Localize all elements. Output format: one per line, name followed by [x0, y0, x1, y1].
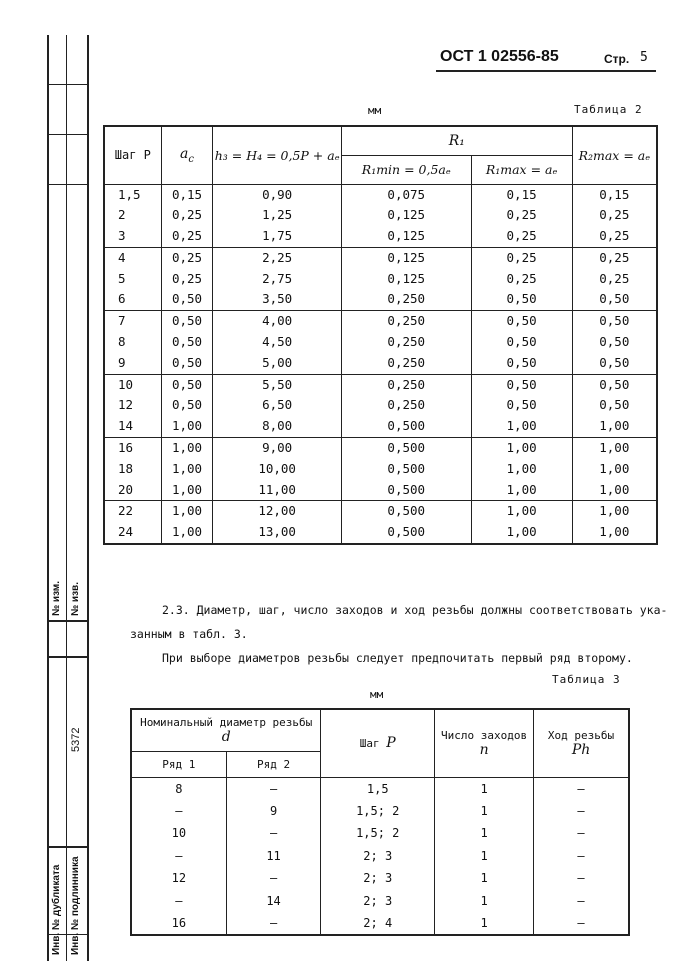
- table-cell: 0,50: [572, 332, 657, 353]
- margin-cell-divider: [47, 620, 87, 622]
- margin-cell-divider: [47, 134, 87, 135]
- th-r1: R₁: [341, 126, 572, 155]
- th3-nominal: Номинальный диаметр резьбы d: [131, 709, 321, 751]
- table-cell: 12: [131, 867, 226, 889]
- th-h: h₃ = H₄ = 0,5P + aₑ: [213, 126, 342, 184]
- table-cell: 0,500: [341, 438, 471, 459]
- table-cell: 0,50: [161, 311, 213, 332]
- table-cell: 0,500: [341, 459, 471, 480]
- table-cell: 6: [104, 289, 161, 310]
- table-row: [104, 395, 657, 416]
- table-cell: 0,50: [161, 353, 213, 374]
- table-cell: 1,00: [161, 501, 213, 522]
- stamp-notice-no: № изв.: [70, 582, 81, 616]
- table-cell: 0,25: [161, 247, 213, 268]
- table-cell: 0,500: [341, 501, 471, 522]
- table-cell: 0,25: [572, 269, 657, 290]
- table-cell: 14: [226, 890, 321, 912]
- table-cell: 1,00: [471, 501, 572, 522]
- table-cell: 1: [435, 890, 534, 912]
- table-cell: 5,50: [213, 374, 342, 395]
- margin-line-mid: [66, 35, 67, 961]
- table-cell: 12: [104, 395, 161, 416]
- table-cell: 3: [104, 226, 161, 247]
- table-row: [131, 845, 629, 867]
- table3: [130, 708, 630, 936]
- table-cell: 9,00: [213, 438, 342, 459]
- table2: [103, 125, 658, 545]
- table-cell: 0,50: [572, 395, 657, 416]
- table-cell: 0,90: [213, 184, 342, 205]
- table-cell: 1,5: [104, 184, 161, 205]
- table-cell: –: [226, 822, 321, 844]
- table-cell: –: [226, 867, 321, 889]
- margin-cell-divider: [47, 184, 87, 185]
- table-cell: 13,00: [213, 522, 342, 544]
- table-cell: 4,50: [213, 332, 342, 353]
- th-ac: $a_c$: [161, 126, 213, 184]
- table-cell: 8,00: [213, 416, 342, 437]
- table-cell: 12,00: [213, 501, 342, 522]
- table-cell: 1,00: [161, 438, 213, 459]
- table-cell: 1,00: [572, 480, 657, 501]
- th3-lead: Ход резьбы Ph: [534, 709, 629, 777]
- table-cell: 1: [435, 777, 534, 800]
- stamp-change-no: № изм.: [51, 581, 62, 616]
- table-cell: 4: [104, 247, 161, 268]
- table2-unit: мм: [368, 104, 382, 117]
- table-row: [104, 374, 657, 395]
- table-cell: 0,250: [341, 332, 471, 353]
- table-cell: 2,25: [213, 247, 342, 268]
- table-cell: 1,00: [161, 416, 213, 437]
- th-r1max: R₁max = aₑ: [471, 155, 572, 184]
- table-cell: 1: [435, 912, 534, 935]
- table-cell: 1,00: [471, 522, 572, 544]
- clause-2-3-line1: 2.3. Диаметр, шаг, число заходов и ход резьбы должны соответствовать ука-: [162, 603, 668, 617]
- table-row: [104, 501, 657, 522]
- table-cell: 4,00: [213, 311, 342, 332]
- table-cell: 2; 3: [321, 890, 435, 912]
- table-row: [131, 890, 629, 912]
- table-cell: 0,125: [341, 226, 471, 247]
- table-cell: 0,50: [471, 353, 572, 374]
- table-cell: 0,50: [161, 332, 213, 353]
- table-cell: 0,25: [471, 269, 572, 290]
- table-cell: 1,5; 2: [321, 822, 435, 844]
- table-row: [104, 416, 657, 437]
- table-cell: –: [131, 845, 226, 867]
- doc-code-underline: [436, 70, 656, 72]
- table-row: [104, 459, 657, 480]
- table-cell: –: [534, 912, 629, 935]
- table-cell: 0,500: [341, 522, 471, 544]
- margin-line-inner: [87, 35, 89, 961]
- table-cell: 0,15: [161, 184, 213, 205]
- table-cell: 1: [435, 867, 534, 889]
- table-cell: 0,25: [161, 226, 213, 247]
- table-cell: 5: [104, 269, 161, 290]
- table-cell: 0,25: [572, 205, 657, 226]
- table-cell: 9: [226, 800, 321, 822]
- table-cell: 1,75: [213, 226, 342, 247]
- table2-caption: Таблица 2: [574, 103, 643, 116]
- table-cell: 0,15: [572, 184, 657, 205]
- table-row: [104, 289, 657, 310]
- stamp-inv-orig: Инв. № подлинника: [70, 856, 81, 955]
- table-cell: –: [534, 777, 629, 800]
- table-cell: 0,15: [471, 184, 572, 205]
- table-cell: 2; 3: [321, 845, 435, 867]
- table-cell: 0,50: [572, 311, 657, 332]
- table-cell: 1,00: [471, 480, 572, 501]
- table-cell: 0,50: [572, 374, 657, 395]
- document-code: ОСТ 1 02556-85: [440, 48, 559, 65]
- table-cell: 14: [104, 416, 161, 437]
- table-cell: 1,00: [161, 459, 213, 480]
- table-row: [104, 311, 657, 332]
- table-cell: 5,00: [213, 353, 342, 374]
- table-cell: –: [226, 912, 321, 935]
- table-cell: 1,00: [572, 459, 657, 480]
- clause-preference: При выборе диаметров резьбы следует предпочитать первый ряд второму.: [162, 651, 633, 665]
- table-cell: –: [534, 867, 629, 889]
- table-cell: 1: [435, 845, 534, 867]
- table-cell: 0,50: [471, 395, 572, 416]
- table-cell: 0,500: [341, 416, 471, 437]
- table-cell: 1: [435, 800, 534, 822]
- table-cell: 6,50: [213, 395, 342, 416]
- table-cell: –: [534, 845, 629, 867]
- table-cell: 11,00: [213, 480, 342, 501]
- table-cell: 10: [104, 374, 161, 395]
- table3-body: [131, 777, 629, 935]
- table-cell: 0,25: [471, 205, 572, 226]
- table-cell: 16: [104, 438, 161, 459]
- table-row: [104, 332, 657, 353]
- table-cell: –: [131, 800, 226, 822]
- th3-row2: Ряд 2: [226, 751, 321, 777]
- table-cell: 2,75: [213, 269, 342, 290]
- table-cell: 0,50: [161, 374, 213, 395]
- table-cell: 0,50: [471, 332, 572, 353]
- table-cell: 0,125: [341, 269, 471, 290]
- table-cell: 18: [104, 459, 161, 480]
- table-cell: 0,50: [471, 311, 572, 332]
- table-cell: 22: [104, 501, 161, 522]
- th-pitch: Шаг P: [104, 126, 161, 184]
- table-cell: 0,50: [471, 374, 572, 395]
- table-cell: 10,00: [213, 459, 342, 480]
- table-row: [104, 353, 657, 374]
- table-cell: 10: [131, 822, 226, 844]
- table-cell: –: [226, 777, 321, 800]
- table-cell: 2; 3: [321, 867, 435, 889]
- margin-line-outer: [47, 35, 49, 961]
- table-cell: 0,250: [341, 374, 471, 395]
- clause-2-3-line2: занным в табл. 3.: [130, 627, 248, 641]
- th3-pitch: Шаг P: [321, 709, 435, 777]
- table-cell: 1,25: [213, 205, 342, 226]
- th3-starts: Число заходов n: [435, 709, 534, 777]
- table-cell: 11: [226, 845, 321, 867]
- table-cell: 1,00: [471, 416, 572, 437]
- table-cell: 0,50: [161, 289, 213, 310]
- table-cell: 0,250: [341, 311, 471, 332]
- table-row: [104, 226, 657, 247]
- table-cell: 0,250: [341, 395, 471, 416]
- table-cell: 0,125: [341, 205, 471, 226]
- table-row: [104, 480, 657, 501]
- table-row: [131, 777, 629, 800]
- table-cell: 0,075: [341, 184, 471, 205]
- table-row: [131, 912, 629, 935]
- table-row: [104, 522, 657, 544]
- table-cell: 0,50: [161, 395, 213, 416]
- table-cell: 1,00: [572, 522, 657, 544]
- page-number: 5: [640, 50, 648, 65]
- th-r2max: R₂max = aₑ: [572, 126, 657, 184]
- table-cell: 0,25: [161, 205, 213, 226]
- table-cell: 9: [104, 353, 161, 374]
- table-cell: 0,125: [341, 247, 471, 268]
- table-row: [131, 867, 629, 889]
- table3-caption: Таблица 3: [552, 673, 621, 686]
- table-cell: –: [534, 890, 629, 912]
- table-cell: 1,00: [161, 522, 213, 544]
- table3-unit: мм: [370, 688, 384, 701]
- table-cell: 1: [435, 822, 534, 844]
- table-row: [131, 800, 629, 822]
- table-cell: 1,5; 2: [321, 800, 435, 822]
- table-cell: 0,25: [471, 226, 572, 247]
- table2-body: [104, 184, 657, 544]
- table-cell: 20: [104, 480, 161, 501]
- table-cell: 16: [131, 912, 226, 935]
- table-row: [131, 822, 629, 844]
- table-cell: 0,50: [471, 289, 572, 310]
- table-cell: 1,00: [471, 459, 572, 480]
- table-cell: 2; 4: [321, 912, 435, 935]
- table-cell: 0,50: [572, 289, 657, 310]
- table-row: [104, 205, 657, 226]
- table-cell: 1,00: [161, 480, 213, 501]
- table-cell: 0,25: [471, 247, 572, 268]
- table-cell: –: [131, 890, 226, 912]
- th3-row1: Ряд 1: [131, 751, 226, 777]
- stamp-inventory-value: 5372: [70, 727, 82, 752]
- page-label: Стр.: [604, 52, 630, 66]
- th-r1min: R₁min = 0,5aₑ: [341, 155, 471, 184]
- margin-cell-divider: [47, 656, 87, 658]
- table-cell: 0,25: [572, 226, 657, 247]
- table-cell: 1,5: [321, 777, 435, 800]
- table-cell: 1,00: [572, 416, 657, 437]
- table-cell: 0,250: [341, 353, 471, 374]
- table-cell: –: [534, 800, 629, 822]
- table-cell: 7: [104, 311, 161, 332]
- table-cell: 8: [131, 777, 226, 800]
- table-cell: 3,50: [213, 289, 342, 310]
- table-row: [104, 247, 657, 268]
- table-cell: 2: [104, 205, 161, 226]
- margin-cell-divider: [47, 846, 87, 848]
- table-row: [104, 269, 657, 290]
- table-cell: 0,250: [341, 289, 471, 310]
- table-cell: 1,00: [572, 501, 657, 522]
- table-cell: 1,00: [572, 438, 657, 459]
- table-cell: –: [534, 822, 629, 844]
- table-row: [104, 438, 657, 459]
- stamp-inv-dup: Инв. № дубликата: [51, 864, 62, 955]
- table-row: [104, 184, 657, 205]
- table-cell: 0,25: [572, 247, 657, 268]
- table-cell: 0,50: [572, 353, 657, 374]
- table-cell: 0,500: [341, 480, 471, 501]
- table-cell: 1,00: [471, 438, 572, 459]
- table-cell: 24: [104, 522, 161, 544]
- table-cell: 0,25: [161, 269, 213, 290]
- table-cell: 8: [104, 332, 161, 353]
- margin-cell-divider: [47, 84, 87, 85]
